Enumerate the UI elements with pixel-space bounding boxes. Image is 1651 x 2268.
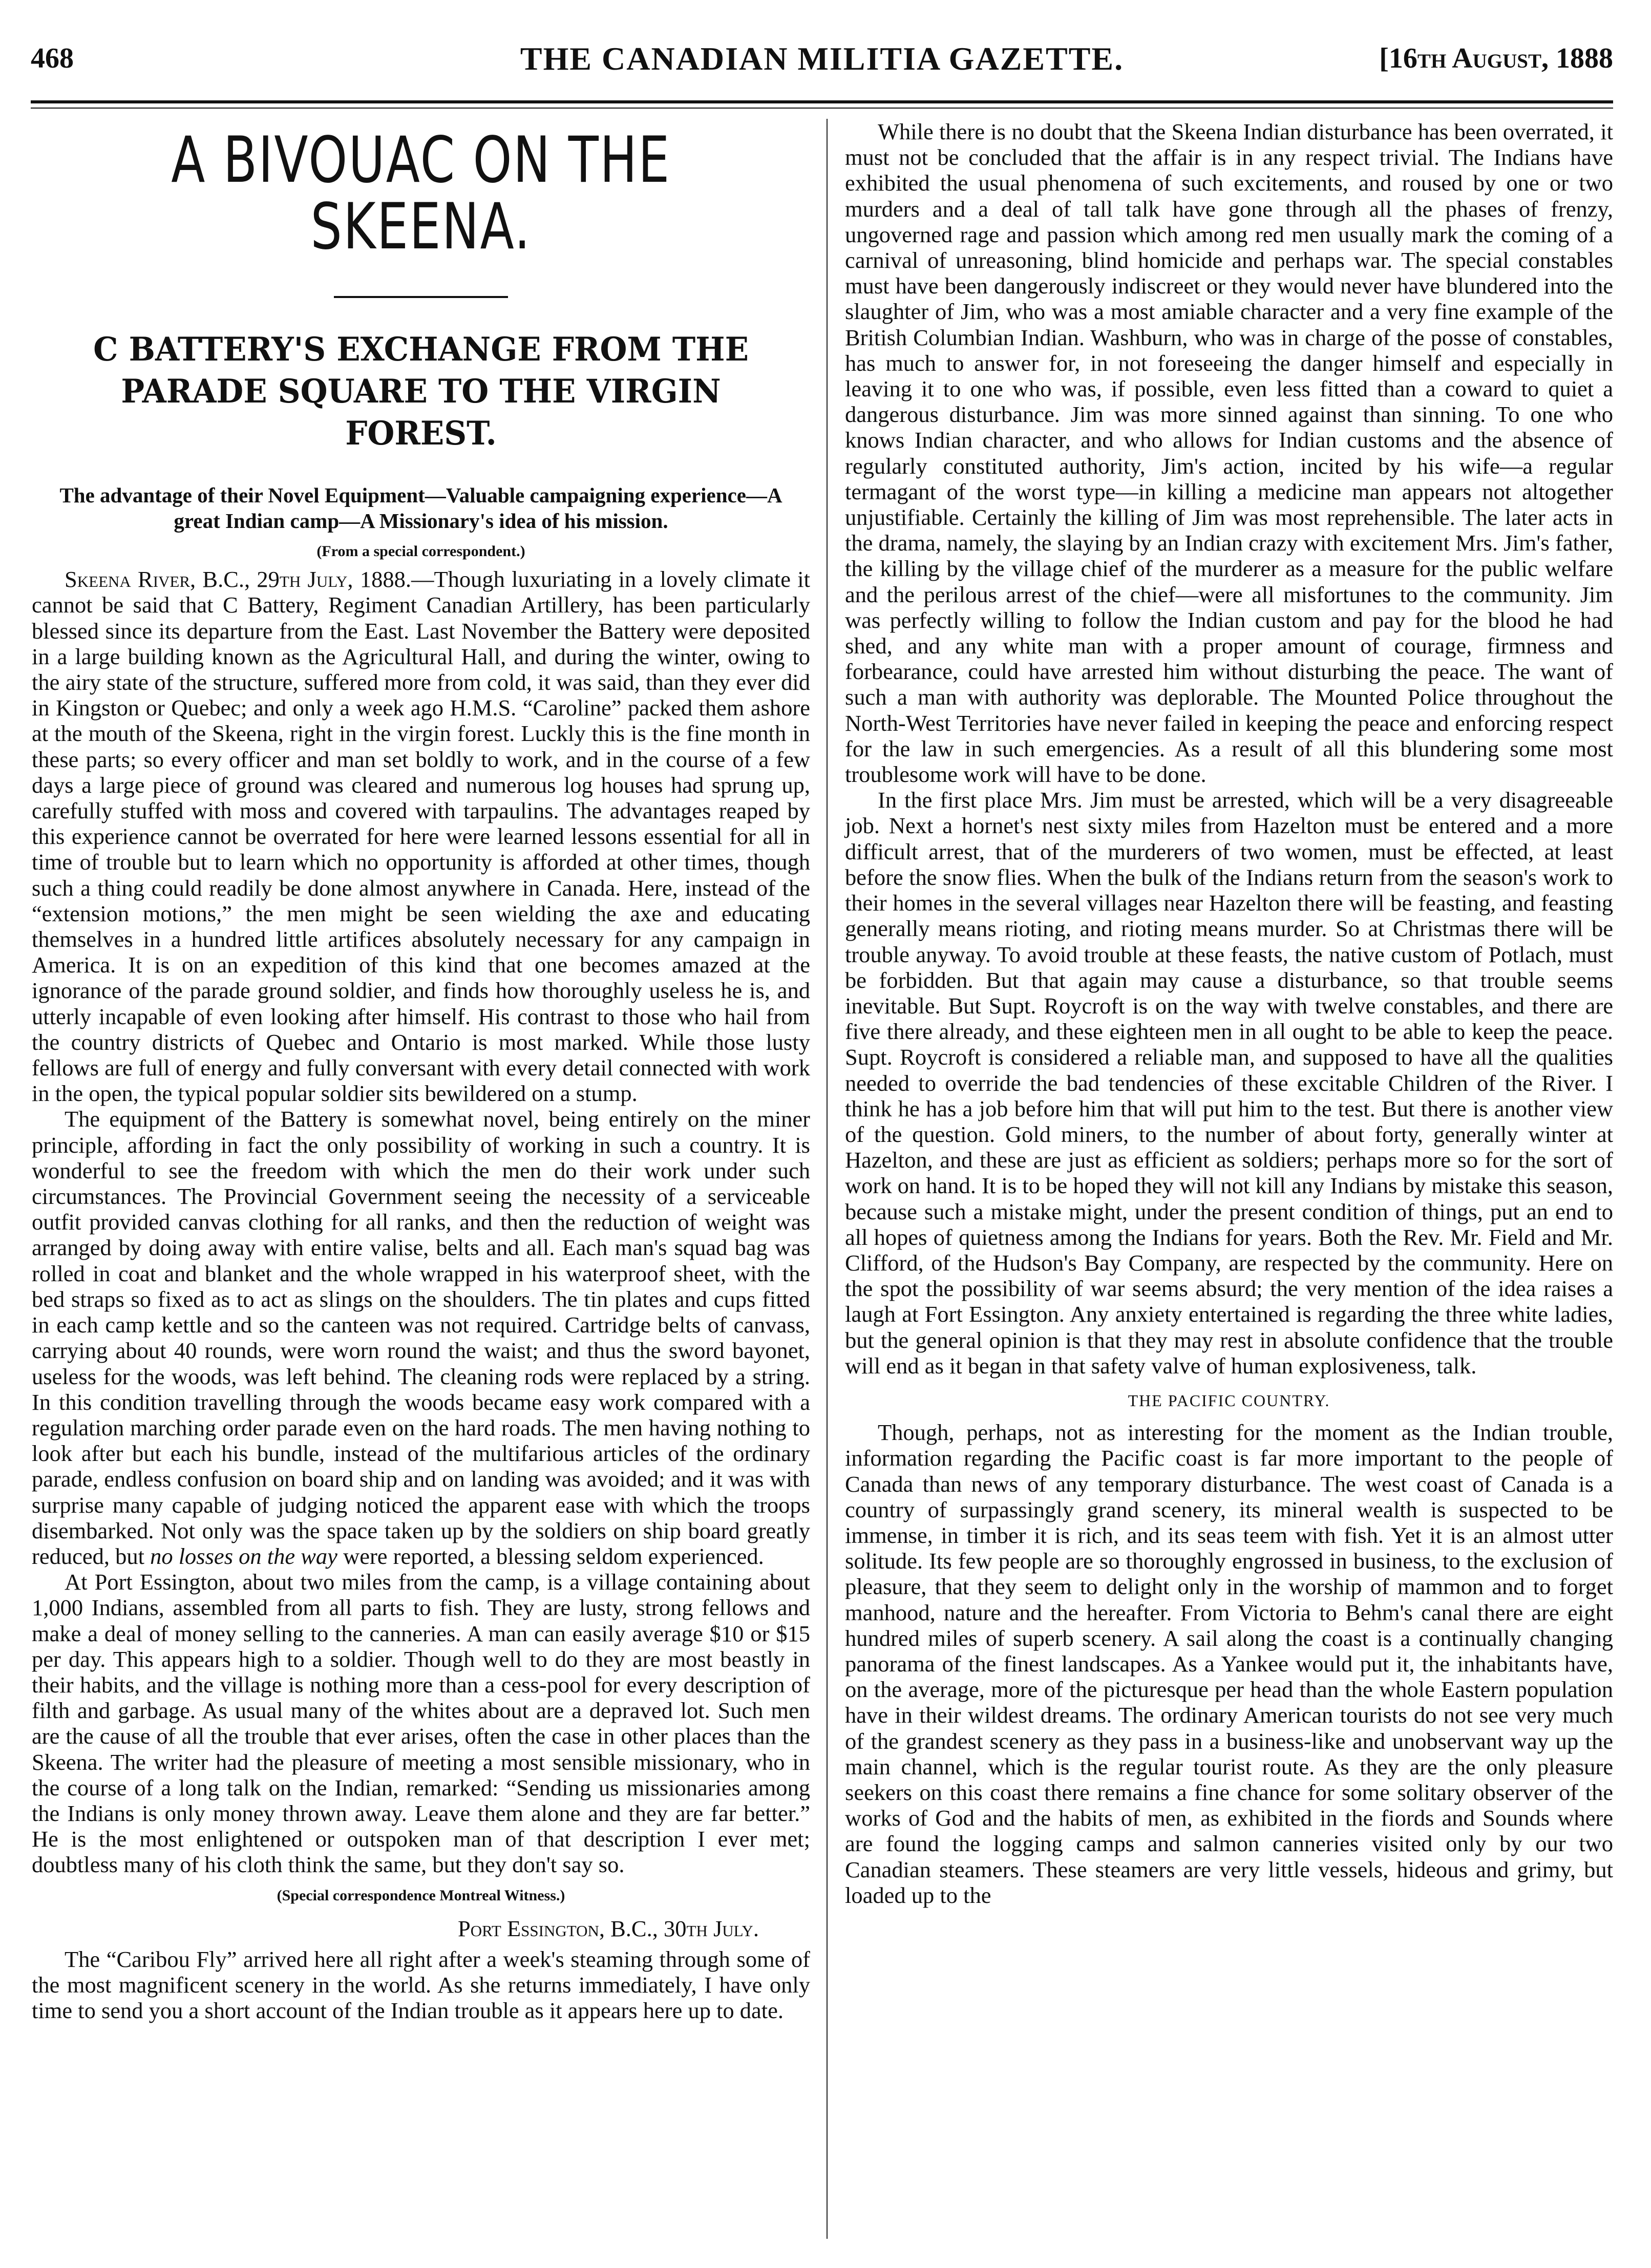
header-rule	[31, 100, 1613, 103]
left-column	[32, 119, 810, 2024]
italic-phrase: no losses on the way	[150, 1543, 337, 1569]
paragraph: The “Caribou Fly” arrived here all right after a week's steaming through some of the most magnificent scenery in the world. As she returns immediately, I have only time to send you a short account of the Indian trouble as it appears here up to date.	[32, 1946, 810, 2024]
section-heading: THE PACIFIC COUNTRY.	[1128, 1391, 1330, 1410]
page-header	[31, 37, 1613, 83]
paragraph: Though, perhaps, not as interesting for the moment as the Indian trouble, information regarding the Pacific coast is far more important to the people of Canada than news of any temporary disturbance. The west coast of Canada is a country of surpassingly grand scenery, its mineral wealth is suspected to be immense, in timber it is rich, and its seas teem with fish. Yet it is an almost utter solitude. Its few people are so thoroughly engrossed in business, to the exclusion of pleasure, that they seem to delight only in the worship of mammon and to forget manhood, nature and the hereafter. From Victoria to Behm's canal there are eight hundred miles of superb scenery. A sail along the coast is a continually changing panorama of the finest landscapes. As a Yankee would put it, the inhabitants have, on the average, more of the picturesque per head than the whole Eastern population have in their wildest dreams. The ordinary American tourists do not see very much of the grandest scenery as they pass in a business-like and unobservant way up the main channel, which is the regular tourist route. As they are the only pleasure seekers on this coast there remains a fine chance for some solitary observer of the works of God and the habits of men, as exhibited in the fiords and Sounds where are found the logging camps and salmon canneries visited only by our two Canadian steamers. These steamers are very little vessels, hideous and grimy, but loaded up to the	[845, 1419, 1613, 1908]
paragraph	[32, 1106, 810, 1569]
page-number: 468	[31, 43, 74, 74]
header-rule-thin	[31, 108, 1613, 109]
paragraph: While there is no doubt that the Skeena Indian disturbance has been overrated, it must not be concluded that the affair is in any respect trivial. The Indians have exhibited the usual phenomena of such excitements, and roused by one or two murders and a deal of tall talk have gone through all the phases of frenzy, ungoverned rage and passion which among red men usually mark the coming of a carnival of unreasoning, blind homicide and perhaps war. The special constables must have been dangerously indiscreet or they would never have blundered into the slaughter of Jim, who was a most amiable character and a very fine example of the British Columbian Indian. Washburn, who was in charge of the posse of constables, has much to answer for, in not foreseeing the danger himself and especially in leaving it to one who was, if possible, even less fitted than a coward to quiet a dangerous disturbance. Jim was more sinned against than sinning. To one who knows Indian character, and who allows for Indian customs and the absence of regularly constituted authority, Jim's action, incited by his wife—a regular termagant of the worst type—in killing a medicine man appears not altogether unjustifiable. Certainly the killing of Jim was most reprehensible. The later acts in the drama, namely, the slaying by an Indian crazy with excitement Mrs. Jim's father, the killing by the village chief of the murderer as a measure for the public welfare and the perilous arrest of the chief—were all misfortunes to the community. Jim was perfectly willing to follow the Indian custom and pay for the blood he had shed, and any white man with a proper amount of courage, firmness and forbearance, could have arrested him without disturbing the peace. The want of such a man with authority was deplorable. The Mounted Police throughout the North-West Territories have never failed in keeping the peace and enforcing respect for the law in such emergencies. As a result of all this blundering some most troublesome work will have to be done.	[845, 119, 1613, 788]
article-subtitle: C BATTERY'S EXCHANGE FROM THE PARADE SQUARE TO THE VIRGIN FOREST.	[93, 330, 749, 453]
paragraph-text: —Though luxuriating in a lovely climate it cannot be said that C Battery, Regiment Canadian Artillery, has been particularly blessed since its departure from the East. Last November the Battery were deposited in a large building known as the Agricultural Hall, and during the winter, owing to the airy state of the structure, suffered more from cold, it was said, than they ever did in Kingston or Quebec; and only a week ago H.M.S. “Caroline” packed them ashore at the mouth of the Skeena, right in the virgin forest. Luckly this is the fine month in these parts; so every officer and man set boldly to work, and in the course of a few days a large piece of ground was cleared and numerous log houses had sprung up, carefully stuffed with moss and covered with tarpaulins. The advantages reaped by this experience cannot be overrated for here were learned lessons essential for all in time of trouble but to learn which no opportunity is afforded at other times, though such a thing could readily be done almost anywhere in Canada. Here, instead of the “extension motions,” the men might be seen wielding the axe and educating themselves in a hundred little artifices absolutely necessary for any campaign in America. It is on an expedition of this kind that one becomes amazed at the ignorance of the parade ground soldier, and finds how thoroughly useless he is, and utterly incapable of even looking after himself. His contrast to those who hail from the country districts of Quebec and Ontario is most marked. While those lusty fellows are full of energy and fully conversant with every detail connected with work in the open, the typical popular soldier sits bewildered on a stump.	[32, 566, 810, 1107]
article-title: A BIVOUAC ON THE SKEENA.	[171, 123, 671, 264]
witness-credit: (Special correspondence Montreal Witness.)	[277, 1887, 565, 1904]
paragraph: In the first place Mrs. Jim must be arrested, which will be a very disagreeable job. Next a hornet's nest sixty miles from Hazelton must be entered and a more difficult arrest, that of the murderers of two women, must be effected, at least before the snow flies. When the bulk of the Indians return from the season's work to their homes in the several villages near Hazelton there will be feasting, and feasting generally means rioting, and rioting means murder. So at Christmas there will be trouble anyway. To avoid trouble at these feasts, the native custom of Potlach, must be forbidden. But that again may cause a disturbance, so that trouble seems inevitable. But Supt. Roycroft is on the way with twelve constables, and there are five there already, and these eighteen men in all ought to be able to keep the peace. Supt. Roycroft is considered a reliable man, and supposed to have all the qualities needed to override the bad tendencies of these excitable Children of the River. I think he has a job before him that will put him to the test. But there is another view of the question. Gold miners, to the number of about forty, generally winter at Hazelton, and these are just as efficient as soldiers; perhaps more so for the sort of work on hand. It is to be hoped they will not kill any Indians by mistake this season, because such a mistake might, under the present condition of things, put an end to all hopes of quietness among the Indians for years. Both the Rev. Mr. Field and Mr. Clifford, of the Hudson's Bay Company, are respected by the community. Here on the spot the possibility of war seems absurd; the very mention of the idea raises a laugh at Fort Essington. Any anxiety entertained is regarding the three white ladies, but the general opinion is that they may rest in absolute confidence that the trouble will end as it began in that safety valve of human explosiveness, talk.	[845, 787, 1613, 1379]
dateline: Skeena River, B.C., 29th July, 1888.	[65, 566, 411, 592]
column-divider	[827, 119, 828, 2239]
paragraph: At Port Essington, about two miles from the camp, is a village containing about 1,000 Indians, assembled from all parts to fish. They are lusty, strong fellows and make a deal of money selling to the canneries. A man can easily average $10 or $15 per day. This appears high to a soldier. Though well to do they are most beastly in their habits, and the village is nothing more than a cess-pool for every description of filth and garbage. As usual many of the whites about are a depraved lot. Such men are the cause of all the trouble that ever arises, often the case in other places than the Skeena. The writer had the pleasure of meeting a most sensible missionary, who in the course of a long talk on the Indian, remarked: “Sending us missionaries among the Indians is only money thrown away. Leave them alone and they are far better.” He is the most enlightened or outspoken man of that description I ever met; doubtless many of his cloth think the same, but they don't say so.	[32, 1569, 810, 1878]
right-column	[845, 119, 1613, 1908]
paragraph	[32, 566, 810, 1106]
issue-date: [16th August, 1888	[1379, 43, 1613, 74]
dateline-port-essington: Port Essington, B.C., 30th July.	[457, 1915, 759, 1941]
paragraph-text: The equipment of the Battery is somewhat novel, being entirely on the miner principle, affording in fact the only possibility of working in such a country. It is wonderful to see the freedom with which the men do their work under such circumstances. The Provincial Government seeing the necessity of a serviceable outfit provided canvas clothing for all ranks, and then the reduction of weight was arranged by doing away with entire valise, belts and all. Each man's squad bag was rolled in coat and blanket and the whole wrapped in his waterproof sheet, with the bed straps so fixed as to act as slings on the shoulders. The tin plates and cups fitted in each camp kettle and so the canteen was not required. Cartridge belts of canvass, carrying about 40 rounds, were worn round the waist; and thus the sword bayonet, useless for the woods, was left behind. The cleaning rods were replaced by a string. In this condition travelling through the woods became easy work compared with a regulation marching order parade even on the hard roads. The men having nothing to look after but each his bundle, instead of the multifarious articles of the ordinary parade, endless confusion on board ship and on landing was avoided; and it was with surprise many capable of judging noticed the apparent ease with which the troops disembarked. Not only was the space taken up by the soldiers on ship board greatly reduced, but	[32, 1106, 810, 1569]
correspondent-credit: (From a special correspondent.)	[316, 543, 525, 560]
masthead: THE CANADIAN MILITIA GAZETTE.	[520, 40, 1124, 77]
article-deck: The advantage of their Novel Equipment—Valuable campaigning experience—A great Indian camp—A Missionary's idea of his mission.	[59, 483, 782, 533]
title-divider	[334, 296, 508, 298]
paragraph-text: were reported, a blessing seldom experienced.	[343, 1543, 764, 1569]
